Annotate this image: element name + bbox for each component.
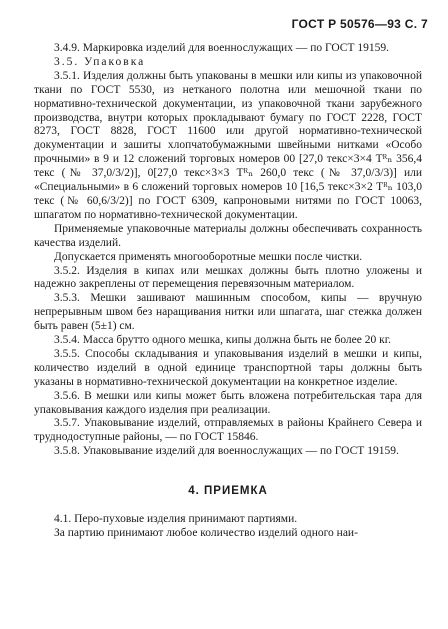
- paragraph-3-5-5: 3.5.5. Способы складывания и упаковывания изделий в мешки и кипы, количество изделий в одной единице транспортной тары должны быть указаны в нормативно-технической документации на конкретное изделие.: [34, 347, 422, 388]
- paragraph-batch: За партию принимают любое количество изделий одного наи-: [54, 527, 358, 539]
- paragraph-3-5-6: 3.5.6. В мешки или кипы может быть вложена потребительская тара для упаковывания каждого изделия при реализации.: [34, 389, 422, 416]
- paragraph-3-5-2: 3.5.2. Изделия в кипах или мешках должны быть плотно уложены и надежно закреплены от перемещения перевязочным материалом.: [34, 264, 422, 291]
- page-header: ГОСТ Р 50576—93 С. 7: [291, 17, 428, 31]
- paragraph-3-5-7: 3.5.7. Упаковывание изделий, отправляемых в районы Крайнего Севера и труднодоступные районы, — по ГОСТ 15846.: [34, 417, 422, 444]
- paragraph-3-4-9: 3.4.9. Маркировка изделий для военнослужащих — по ГОСТ 19159.: [54, 42, 389, 54]
- paragraph-3-5-8: 3.5.8. Упаковывание изделий для военнослужащих — по ГОСТ 19159.: [54, 445, 399, 458]
- paragraph-3-5-4: 3.5.4. Масса брутто одного мешка, кипы должна быть не более 20 кг.: [54, 334, 392, 347]
- document-body: [34, 42, 422, 541]
- section-title-3-5: 3.5. Упаковка: [54, 55, 146, 68]
- paragraph-materials: Применяемые упаковочные материалы должны обеспечивать сохранность качества изделий.: [34, 222, 422, 249]
- paragraph-3-5-3: 3.5.3. Мешки зашивают машинным способом, кипы — вручную непрерывным швом без наращивания нитки или шпагата, шаг стежка должен быть равен (5±1) см.: [34, 292, 422, 333]
- paragraph-4-1: 4.1. Перо-пуховые изделия принимают партиями.: [54, 513, 298, 526]
- paragraph-reusable-bags: Допускается применять многооборотные мешки после чистки.: [54, 250, 363, 263]
- paragraph-3-5-1: 3.5.1. Изделия должны быть упакованы в мешки или кипы из упаковочной ткани по ГОСТ 5530, из нетканого полотна или мешочной ткани по нормативно-технической документации, из упаковочной ткани зарубежного производства, внутри которых прокладывают бумагу по ГОСТ 2228, ГОСТ 8273, ГОСТ 8828, ГОСТ 11600 или другой нормативно-технической документации и зашиты хлопчатобумажными швейными нитками «Особо прочными» в 9 и 12 сложений торговых номеров 00 [27,0 текс×3×4 Tᴿₙ 356,4 текс (№ 37,0/3/2)], 0[27,0 текс×3×3 Tᴿₙ 260,0 текс (№ 37,0/3/3)] или «Специальными» в 6 сложений торговых номеров 10 [16,5 текс×3×2 Tᴿₙ 103,0 текс (№ 60,6/3/2)] по ГОСТ 6309, капроновыми нитями по ГОСТ 10063, шпагатом по нормативно-технической документации.: [34, 69, 422, 221]
- section-heading-acceptance: 4. ПРИЕМКА: [188, 485, 268, 498]
